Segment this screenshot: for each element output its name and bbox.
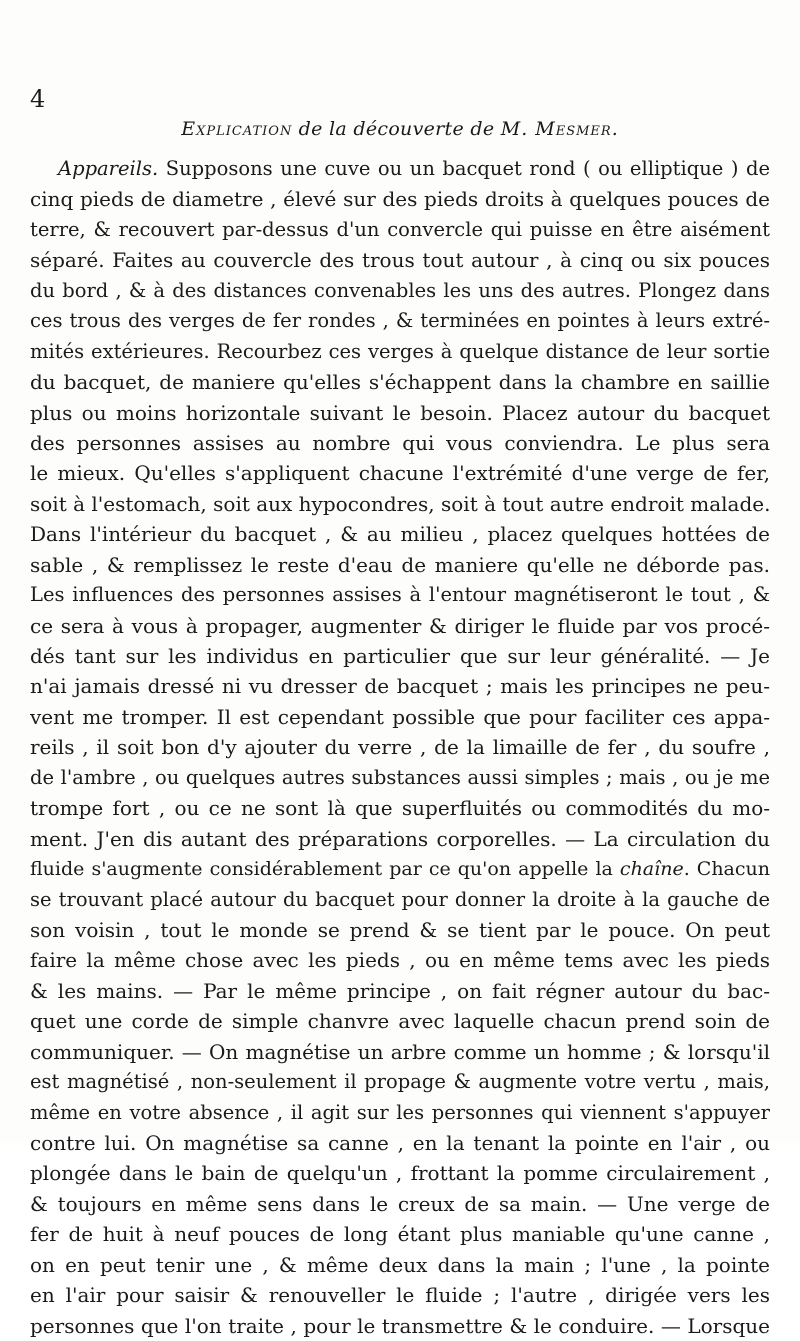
line-text: ces trous des verges de fer rondes , & terminées en pointes à leurs extré- xyxy=(30,309,770,333)
text-line xyxy=(30,306,770,336)
text-line xyxy=(30,1128,770,1158)
text-line xyxy=(30,428,770,458)
text-line xyxy=(30,763,770,793)
text-line xyxy=(30,1250,770,1280)
line-text: ce sera à vous à propager, augmenter & diriger le fluide par vos procé- xyxy=(30,613,770,638)
line-text: fluide s'augmente considérablement par ce qu'on appelle la xyxy=(30,858,620,881)
text-line xyxy=(30,550,770,580)
text-line xyxy=(30,885,770,915)
line-text: même en votre absence , il agit sur les personnes qui viennent s'appuyer xyxy=(30,1100,770,1124)
text-line xyxy=(30,793,770,823)
text-line xyxy=(30,337,770,367)
heading-explication: Explication xyxy=(181,118,293,140)
line-text: est magnétisé , non-seulement il propage & augmente votre vertu , mais, xyxy=(30,1070,770,1094)
line-text: soit à l'estomach, soit aux hypocondres, soit à tout autre endroit malade. xyxy=(30,491,770,516)
line-text: le mieux. Qu'elles s'appliquent chacune l'extrémité d'une verge de fer, xyxy=(30,461,770,486)
line-text: son voisin , tout le monde se prend & se tient par le pouce. On peut xyxy=(30,917,770,942)
text-line xyxy=(30,184,770,214)
text-line xyxy=(30,276,770,306)
text-line xyxy=(30,154,770,184)
text-line xyxy=(30,1280,770,1310)
line-text: des personnes assises au nombre qui vous conviendra. Le plus sera xyxy=(30,430,770,455)
paragraph-lead: Appareils. xyxy=(58,157,159,180)
text-line xyxy=(30,976,770,1006)
text-line xyxy=(30,945,770,975)
text-line xyxy=(30,398,770,428)
text-line xyxy=(30,458,770,488)
line-text: n'ai jamais dressé ni vu dresser de bacquet ; mais les principes ne peu- xyxy=(30,674,770,699)
emphasis-word: chaîne xyxy=(619,858,684,881)
text-line xyxy=(30,611,770,641)
line-text: de l'ambre , ou quelques autres substances aussi simples ; mais , ou je me xyxy=(30,765,770,789)
line-text: mités extérieures. Recourbez ces verges à quelque distance de leur sortie xyxy=(30,339,770,363)
section-heading xyxy=(0,116,800,142)
line-text: plus ou moins horizontale suivant le besoin. Placez autour du bacquet xyxy=(30,400,770,425)
text-line xyxy=(30,489,770,519)
line-text: du bord , & à des distances convenables les uns des autres. Plongez dans xyxy=(30,278,770,302)
heading-name: M. Mesmer. xyxy=(500,118,619,140)
text-line xyxy=(30,1189,770,1219)
text-line xyxy=(30,702,770,732)
text-line xyxy=(30,854,770,884)
line-text: Supposons une cuve ou un bacquet rond ( ou elliptique ) de xyxy=(158,157,770,180)
text-line xyxy=(30,519,770,549)
line-text: vent me tromper. Il est cependant possible que pour faciliter ces appa- xyxy=(30,704,770,729)
line-text: on en peut tenir une , & même deux dans la main ; l'une , la pointe xyxy=(30,1252,770,1277)
text-line xyxy=(30,1006,770,1036)
line-text: trompe fort , ou ce ne sont là que superfluités ou commodités du mo- xyxy=(30,796,770,821)
line-text: sable , & remplissez le reste d'eau de maniere qu'elle ne déborde pas. xyxy=(30,552,770,577)
line-text: en l'air pour saisir & renouveller le fluide ; l'autre , dirigée vers les xyxy=(30,1283,770,1308)
text-line xyxy=(30,915,770,945)
line-text: quet une corde de simple chanvre avec laquelle chacun prend soin de xyxy=(30,1009,770,1034)
text-line xyxy=(30,824,770,854)
line-text: Les influences des personnes assises à l'entour magnétiseront le tout , & xyxy=(30,583,770,607)
line-text: & les mains. — Par le même principe , on fait régner autour du bac- xyxy=(30,978,770,1003)
body-text xyxy=(30,154,770,1341)
text-line xyxy=(30,671,770,701)
line-text: & toujours en même sens dans le creux de sa main. — Une verge de xyxy=(30,1191,770,1216)
page-number: 4 xyxy=(30,85,46,113)
line-text: contre lui. On magnétise sa canne , en la tenant la pointe en l'air , ou xyxy=(30,1131,770,1155)
text-line xyxy=(30,367,770,397)
line-text: ment. J'en dis autant des préparations corporelles. — La circulation du xyxy=(30,826,770,851)
heading-middle: de la découverte de xyxy=(292,118,501,140)
line-text: du bacquet, de maniere qu'elles s'échappent dans la chambre en saillie xyxy=(30,370,770,395)
text-line xyxy=(30,641,770,671)
line-text: se trouvant placé autour du bacquet pour donner la droite à la gauche de xyxy=(30,887,770,911)
line-text: personnes que l'on traite , pour le transmettre & le conduire. — Lorsque xyxy=(30,1313,770,1338)
text-line xyxy=(30,1067,770,1097)
text-line xyxy=(30,580,770,610)
line-text: fer de huit à neuf pouces de long étant plus maniable qu'une canne , xyxy=(30,1222,770,1247)
line-text: faire la même chose avec les pieds , ou en même tems avec les pieds xyxy=(30,948,770,973)
line-text: dés tant sur les individus en particulier que sur leur généralité. — Je xyxy=(30,644,770,668)
text-line xyxy=(30,1311,770,1341)
text-line xyxy=(30,732,770,762)
line-text: cinq pieds de diametre , élevé sur des pieds droits à quelques pouces de xyxy=(30,187,770,212)
line-text: Dans l'intérieur du bacquet , & au milieu , placez quelques hottées de xyxy=(30,522,770,547)
text-line xyxy=(30,1219,770,1249)
line-tail: . Chacun xyxy=(683,858,770,881)
line-text: terre, & recouvert par-dessus d'un convercle qui puisse en être aisément xyxy=(30,217,770,241)
text-line xyxy=(30,1098,770,1128)
line-text: plongée dans le bain de quelqu'un , frottant la pomme circulairement , xyxy=(30,1161,770,1186)
text-line xyxy=(30,1158,770,1188)
line-text: reils , il soit bon d'y ajouter du verre , de la limaille de fer , du soufre , xyxy=(30,735,770,760)
line-text: séparé. Faites au couvercle des trous tout autour , à cinq ou six pouces xyxy=(30,248,770,273)
text-line xyxy=(30,215,770,245)
line-text: communiquer. — On magnétise un arbre comme un homme ; & lorsqu'il xyxy=(30,1039,770,1064)
text-line xyxy=(30,1037,770,1067)
text-line xyxy=(30,245,770,275)
